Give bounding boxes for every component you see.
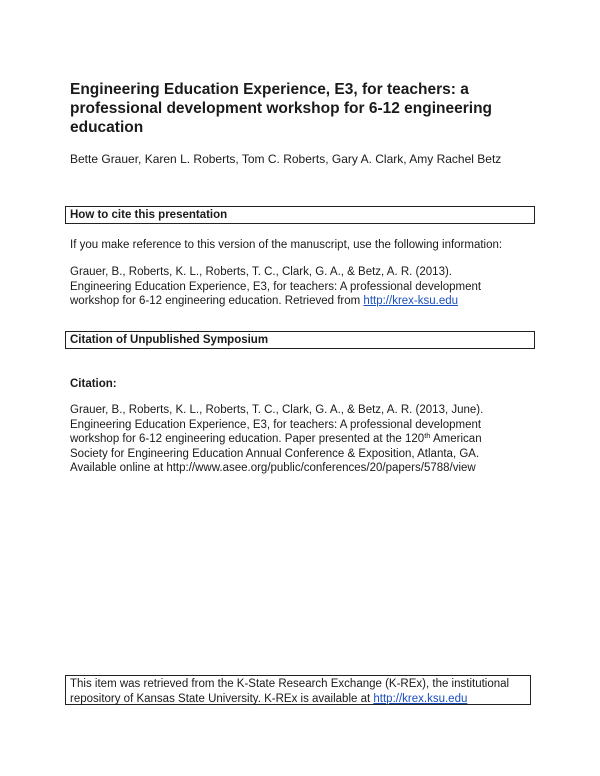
symposium-line: [70, 432, 540, 447]
krex-link[interactable]: http://krex-ksu.edu: [363, 295, 459, 307]
symposium-line: Society for Engineering Education Annual Conference & Exposition, Atlanta, GA.: [70, 447, 480, 460]
symposium-line-text: workshop for 6-12 engineering education. Paper presented at the 120: [70, 433, 425, 445]
symposium-section-heading: Citation of Unpublished Symposium: [65, 331, 535, 349]
symposium-citation: [70, 403, 540, 476]
symposium-line: Available online at http://www.asee.org/public/conferences/20/papers/5788/view: [70, 462, 476, 474]
cite-citation: [70, 265, 540, 309]
citation-line: Grauer, B., Roberts, K. L., Roberts, T. C., Clark, G. A., & Betz, A. R. (2013).: [70, 266, 452, 278]
footer-line: This item was retrieved from the K-State Research Exchange (K-REx), the institutional: [70, 678, 510, 690]
footer-line: [70, 692, 530, 707]
cite-intro: If you make reference to this version of the manuscript, use the following information:: [70, 239, 503, 251]
footer-line-text: repository of Kansas State University. K-REx is available at: [70, 692, 374, 705]
authors: Bette Grauer, Karen L. Roberts, Tom C. Roberts, Gary A. Clark, Amy Rachel Betz: [70, 152, 502, 166]
krex-footer-link[interactable]: http://krex.ksu.edu: [373, 692, 468, 705]
ordinal-superscript: th: [424, 431, 431, 440]
symposium-line: Grauer, B., Roberts, K. L., Roberts, T. C., Clark, G. A., & Betz, A. R. (2013, June).: [70, 404, 484, 416]
symposium-line: Engineering Education Experience, E3, for teachers: A professional development: [70, 418, 482, 431]
title-line: education: [70, 119, 144, 136]
citation-line: [70, 294, 540, 309]
cite-section-heading: How to cite this presentation: [65, 206, 535, 224]
footer-notice: [65, 675, 531, 705]
citation-line-text: workshop for 6-12 engineering education. Retrieved from: [70, 295, 364, 307]
citation-line: Engineering Education Experience, E3, for teachers: A professional development: [70, 280, 482, 293]
title-line: professional development workshop for 6-12 engineering: [70, 100, 493, 117]
document-title: [70, 80, 540, 137]
symposium-line-tail: American: [430, 433, 482, 445]
title-line: Engineering Education Experience, E3, for teachers: a: [70, 81, 469, 98]
citation-label: Citation:: [70, 378, 117, 390]
